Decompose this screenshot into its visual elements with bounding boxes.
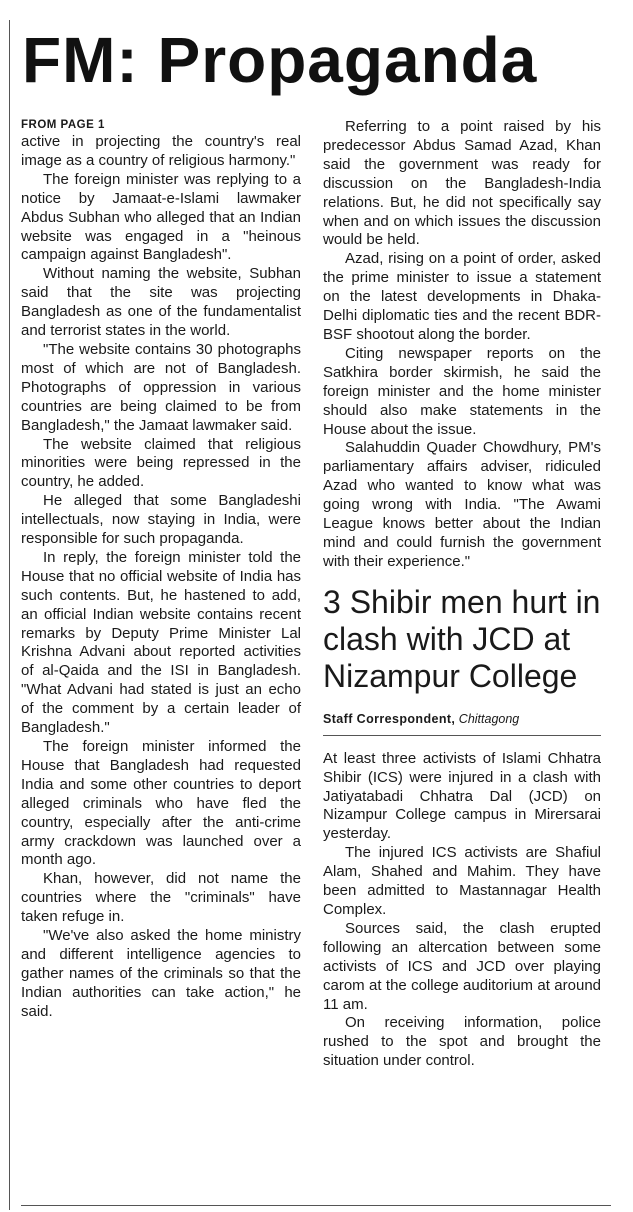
column-divider xyxy=(9,20,10,1210)
paragraph: "The website contains 30 photographs most of which are not of Bangladesh. Photographs of oppression in various countries are being claimed to be from Bangladesh," the Jamaat lawmaker said. xyxy=(21,340,301,434)
story-left-column xyxy=(21,118,301,1022)
byline xyxy=(323,711,601,736)
paragraph: He alleged that some Bangladeshi intellectuals, now staying in India, were responsible for such propaganda. xyxy=(21,492,301,548)
paragraph: Azad, rising on a point of order, asked the prime minister to issue a statement on the latest developments in Dhaka-Delhi diplomatic ties and the recent BDR-BSF shootout along the border. xyxy=(323,250,601,343)
paragraph: Sources said, the clash erupted following an altercation between some activists of ICS and JCD over playing carom at the college auditorium at around 11 am. xyxy=(323,919,601,1013)
paragraph: "We've also asked the home ministry and different intelligence agencies to gather names of the criminals so that the Indian authorities can take action," he said. xyxy=(21,927,301,1020)
byline-desk: Staff Correspondent, xyxy=(323,711,456,726)
page-headline: FM: Propaganda xyxy=(22,24,538,96)
story-right-column xyxy=(323,118,601,1071)
paragraph: The foreign minister informed the House that Bangladesh had requested India and some other countries to deport alleged criminals who have fled the country, especially after the anti-crime army crackdown was launched over a month ago. xyxy=(21,738,301,869)
paragraph: Citing newspaper reports on the Satkhira border skirmish, he said the foreign minister and the home minister should also make statements in the House about the issue. xyxy=(323,344,601,438)
jump-label: FROM PAGE 1 xyxy=(21,119,105,131)
paragraph: Without naming the website, Subhan said that the site was projecting Bangladesh as one of the fundamentalist and terrorist states in the world. xyxy=(21,265,301,340)
paragraph: At least three activists of Islami Chhatra Shibir (ICS) were injured in a clash with Jatiyatabadi Chhatra Dal (JCD) on Nizampur College campus in Mirersarai yesterday. xyxy=(323,749,601,843)
paragraph: Khan, however, did not name the countries where the "criminals" have taken refuge in. xyxy=(21,870,301,926)
paragraph: In reply, the foreign minister told the House that no official website of India has such contents. But, he hastened to add, an official Indian website contains recent remarks by Deputy Prime Minister Lal Krishna Advani about reported activities of al-Qaida and the ISI in Bangladesh. "What Advani had stated is just an echo of the comment by a certain leader of Bangladesh." xyxy=(21,548,301,737)
paragraph: Referring to a point raised by his predecessor Abdus Samad Azad, Khan said the government was ready for discussion on the Bangladesh-India relations. But, he did not specifically say when and on which issues the discussion would be held. xyxy=(323,118,601,249)
paragraph: The foreign minister was replying to a notice by Jamaat-e-Islami lawmaker Abdus Subhan who alleged that an Indian website was engaged in a "heinous campaign against Bangladesh". xyxy=(21,170,301,264)
paragraph: Salahuddin Quader Chowdhury, PM's parliamentary affairs adviser, ridiculed Azad who wanted to know what was going wrong with India. "The Awami League knows better about the Indian mind and could furnish the government with their experience." xyxy=(323,439,601,570)
story2-headline: 3 Shibir men hurt in clash with JCD at Nizampur College xyxy=(323,583,601,694)
paragraph: active in projecting the country's real image as a country of religious harmony." xyxy=(21,133,301,169)
bottom-rule xyxy=(21,1205,611,1206)
paragraph: The injured ICS activists are Shafiul Alam, Shahed and Mahim. They have been admitted to Mastannagar Health Complex. xyxy=(323,844,601,918)
paragraph: The website claimed that religious minorities were being repressed in the country, he added. xyxy=(21,435,301,491)
paragraph: On receiving information, police rushed to the spot and brought the situation under control. xyxy=(323,1014,601,1070)
byline-place: Chittagong xyxy=(458,711,520,726)
